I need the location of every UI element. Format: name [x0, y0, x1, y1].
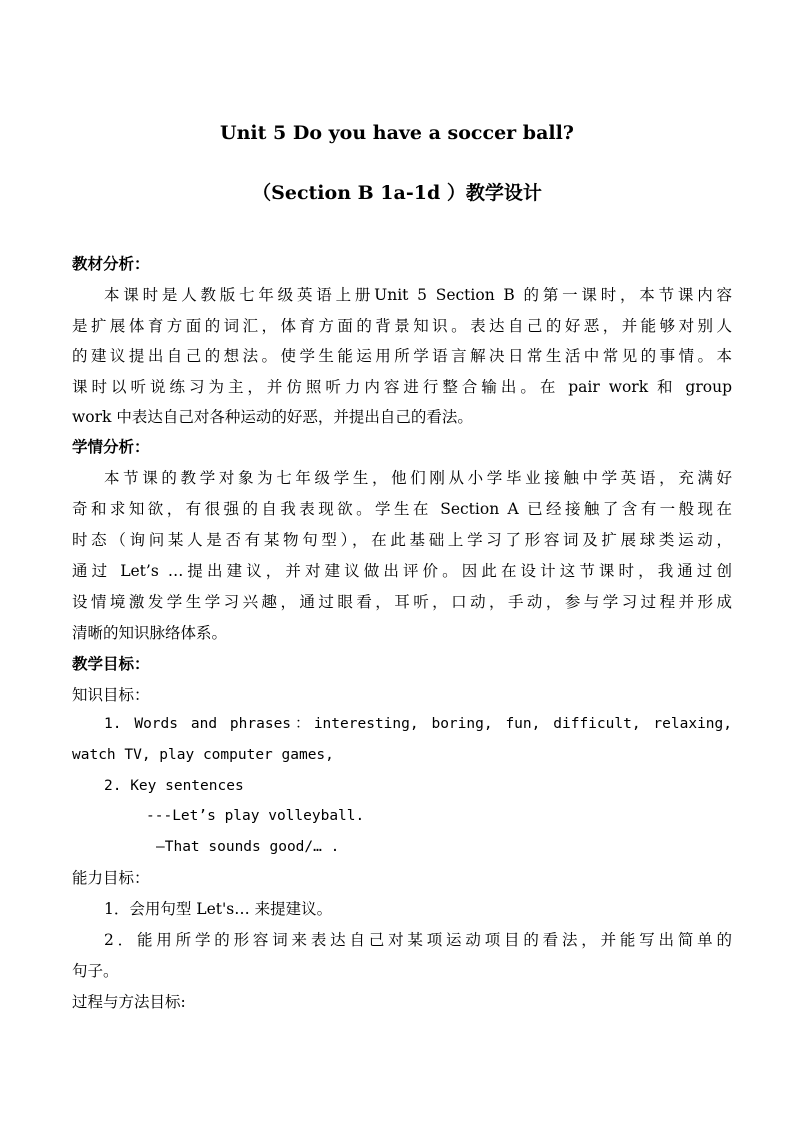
paragraph-line: work 中表达自己对各种运动的好恶，并提出自己的看法。: [72, 408, 473, 426]
paragraph-line: 是扩展体育方面的词汇，体育方面的背景知识。表达自己的好恶，并能够对别人: [72, 317, 732, 335]
objective-item: watch TV, play computer games,: [72, 747, 334, 763]
section-heading-textbook-analysis: 教材分析：: [72, 254, 150, 273]
objective-item: 2．能用所学的形容词来表达自己对某项运动项目的看法，并能写出简单的: [104, 931, 732, 949]
paragraph-line: 清晰的知识脉络体系。: [72, 624, 228, 642]
ability-objective-label: 能力目标：: [72, 869, 150, 887]
document-subtitle: （Section B 1a-1d ）教学设计: [252, 182, 542, 204]
key-sentence: ---Let’s play volleyball.: [146, 808, 365, 824]
section-heading-teaching-objectives: 教学目标：: [72, 654, 150, 673]
paragraph-line: 的建议提出自己的想法。使学生能运用所学语言解决日常生活中常见的事情。本: [72, 347, 732, 365]
paragraph-line: 通过 Let’s …提出建议，并对建议做出评价。因此在设计这节课时，我通过创: [72, 562, 732, 580]
knowledge-objective-label: 知识目标：: [72, 686, 150, 704]
process-objective-label: 过程与方法目标:: [72, 993, 186, 1011]
paragraph-line: 奇和求知欲，有很强的自我表现欲。学生在 Section A 已经接触了含有一般现在: [72, 500, 732, 518]
paragraph-line: 本节课的教学对象为七年级学生，他们刚从小学毕业接触中学英语，充满好: [104, 469, 732, 487]
paragraph-line: 本课时是人教版七年级英语上册Unit 5 Section B 的第一课时，本节课内容: [104, 286, 732, 304]
objective-item: 句子。: [72, 962, 119, 980]
paragraph-line: 设情境激发学生学习兴趣，通过眼看，耳听，口动，手动，参与学习过程并形成: [72, 593, 732, 611]
document-title: Unit 5 Do you have a soccer ball?: [220, 122, 574, 144]
objective-item: 1. Words and phrases：interesting, boring, fun, difficult, relaxing,: [104, 716, 732, 732]
section-heading-student-analysis: 学情分析：: [72, 437, 150, 456]
objective-item: 2. Key sentences: [104, 778, 244, 794]
paragraph-line: 课时以听说练习为主，并仿照听力内容进行整合输出。在 pair work 和 group: [72, 378, 732, 396]
paragraph-line: 时态（询问某人是否有某物句型），在此基础上学习了形容词及扩展球类运动，: [72, 531, 732, 549]
objective-item: 1．会用句型 Let's… 来提建议。: [104, 900, 333, 918]
key-sentence: —That sounds good/… .: [156, 839, 340, 855]
